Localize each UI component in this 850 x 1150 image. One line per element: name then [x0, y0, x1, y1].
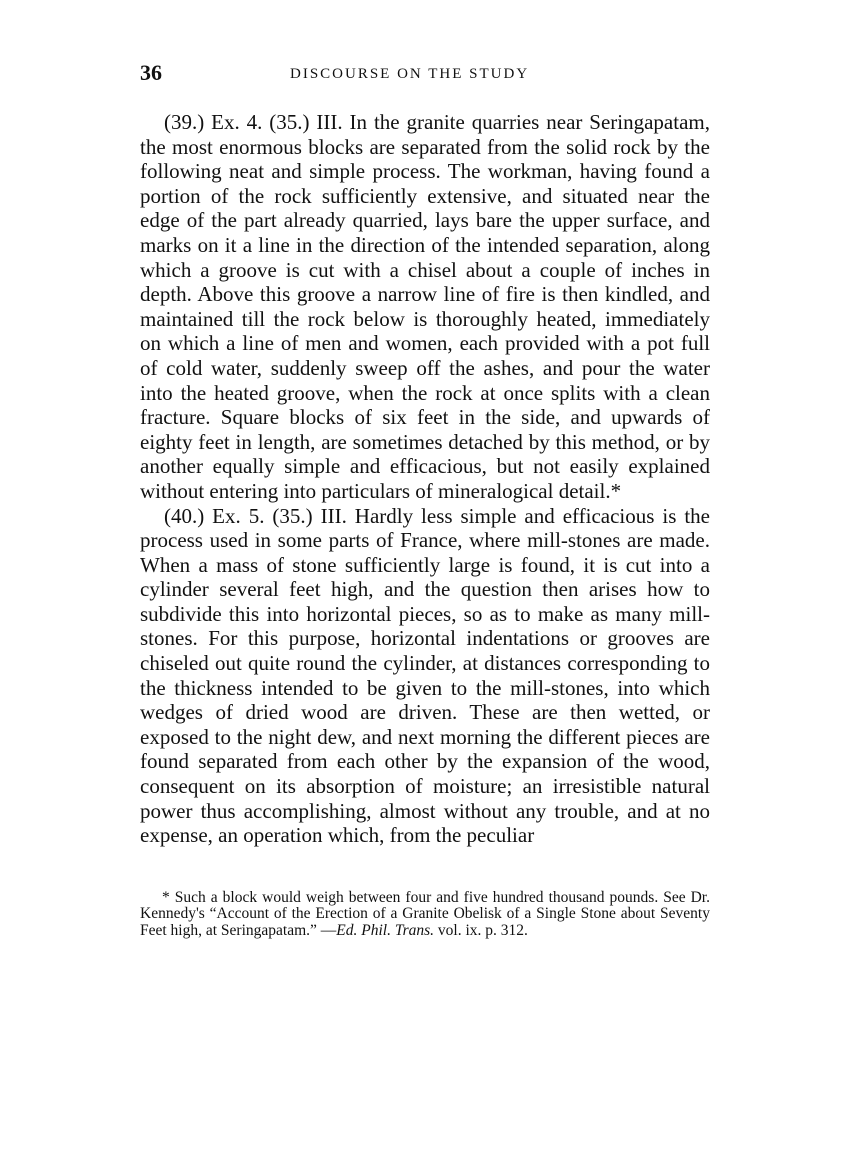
footnote-source-rest: vol. ix. p. 312. [434, 921, 528, 939]
footnote-body: * Such a block would weigh between four and five hundred thousand pounds. See Dr. Kennedy's “Account of the Erection of a Granite Obelisk of a Single Stone about Seventy Feet high, at Seringapatam.” — [140, 888, 710, 939]
page-number: 36 [140, 60, 162, 85]
footnote-source-italic: Ed. Phil. Trans. [336, 921, 435, 939]
book-page [140, 60, 710, 939]
running-head [140, 60, 710, 94]
paragraph-40: (40.) Ex. 5. (35.) III. Hardly less simple and efficacious is the process used in some parts of France, where mill-stones are made. When a mass of stone sufficiently large is found, it is cut into a cylinder several feet high, and the question then arises how to subdivide this into horizontal pieces, so as to make as many mill-stones. For this purpose, horizontal indentations or grooves are chiseled out quite round the cylinder, at distances corresponding to the thickness intended to be given to the mill-stones, into which wedges of dried wood are driven. These are then wetted, or exposed to the night dew, and next morning the different pieces are found separated from each other by the expansion of the wood, consequent on its absorption of moisture; an irresistible natural power thus accomplishing, almost without any trouble, and at no expense, an operation which, from the peculiar [140, 503, 710, 848]
footnote-text [140, 890, 710, 940]
paragraph-39: (39.) Ex. 4. (35.) III. In the granite quarries near Seringapatam, the most enormous blocks are separated from the solid rock by the following neat and simple process. The workman, having found a portion of the rock sufficiently extensive, and situated near the edge of the part already quarried, lays bare the upper surface, and marks on it a line in the direction of the intended separation, along which a groove is cut with a chisel about a couple of inches in depth. Above this groove a narrow line of fire is then kindled, and maintained till the rock below is thoroughly heated, immediately on which a line of men and women, each provided with a pot full of cold water, suddenly sweep off the ashes, and pour the water into the heated groove, when the rock at once splits with a clean fracture. Square blocks of six feet in the side, and upwards of eighty feet in length, are sometimes detached by this method, or by another equally simple and efficacious, but not easily explained without entering into particulars of mineralogical detail.* [140, 110, 710, 503]
body-text [140, 110, 710, 848]
running-title: DISCOURSE ON THE STUDY [290, 66, 530, 82]
footnote [140, 890, 710, 940]
